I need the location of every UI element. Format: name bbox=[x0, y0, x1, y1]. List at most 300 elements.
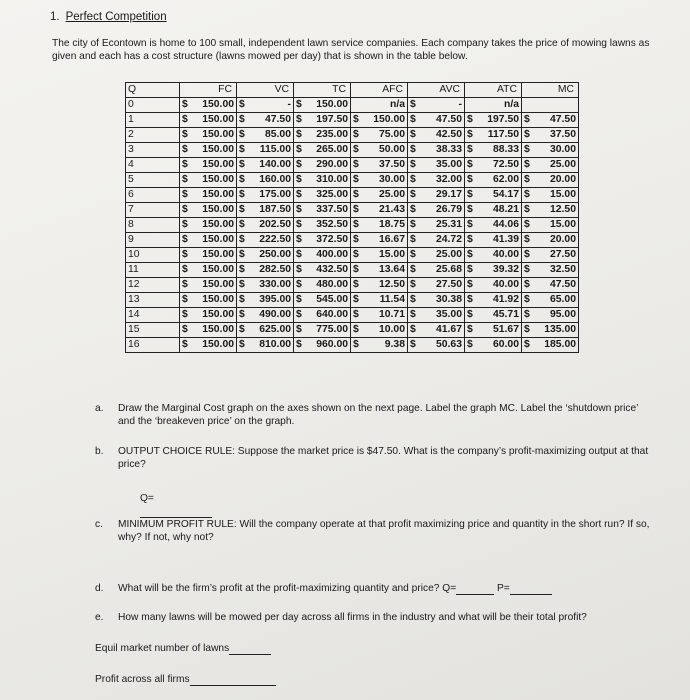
cell-mc bbox=[522, 293, 579, 308]
currency-sign: $ bbox=[410, 99, 416, 110]
currency-sign: $ bbox=[182, 234, 188, 245]
cell-q: 12 bbox=[126, 278, 180, 293]
currency-sign: $ bbox=[410, 264, 416, 275]
currency-sign: $ bbox=[410, 309, 416, 320]
cell-afc bbox=[351, 308, 408, 323]
cell-atc bbox=[465, 113, 522, 128]
question-b-q-label: Q= bbox=[140, 493, 154, 504]
currency-sign: $ bbox=[239, 249, 245, 260]
cell-value: 15.00 bbox=[549, 189, 576, 200]
cell-vc bbox=[237, 113, 294, 128]
cell-atc bbox=[465, 173, 522, 188]
cell-value: 282.50 bbox=[259, 264, 291, 275]
cell-value: 72.50 bbox=[492, 159, 519, 170]
currency-sign: $ bbox=[296, 174, 302, 185]
cell-q: 8 bbox=[126, 218, 180, 233]
currency-sign: $ bbox=[353, 114, 359, 125]
cell-fc bbox=[180, 98, 237, 113]
currency-sign: $ bbox=[467, 129, 473, 140]
column-header-avc: AVC bbox=[408, 83, 465, 98]
cell-value: 12.50 bbox=[549, 204, 576, 215]
question-d-p-label: P= bbox=[496, 583, 510, 594]
cell-vc bbox=[237, 338, 294, 353]
cell-q: 9 bbox=[126, 233, 180, 248]
cell-value: 27.50 bbox=[549, 249, 576, 260]
currency-sign: $ bbox=[410, 279, 416, 290]
currency-sign: $ bbox=[467, 309, 473, 320]
currency-sign: $ bbox=[353, 129, 359, 140]
question-d-q-label: Q= bbox=[442, 583, 457, 594]
cell-mc bbox=[522, 188, 579, 203]
cell-mc bbox=[522, 323, 579, 338]
cell-q: 2 bbox=[126, 128, 180, 143]
cell-q: 6 bbox=[126, 188, 180, 203]
cell-value: 150.00 bbox=[202, 144, 234, 155]
currency-sign: $ bbox=[524, 129, 530, 140]
cell-value: 372.50 bbox=[316, 234, 348, 245]
cell-afc bbox=[351, 203, 408, 218]
cell-afc bbox=[351, 218, 408, 233]
table-row bbox=[126, 233, 579, 248]
currency-sign: $ bbox=[467, 159, 473, 170]
cell-value: 185.00 bbox=[544, 339, 576, 350]
currency-sign: $ bbox=[182, 294, 188, 305]
currency-sign: $ bbox=[467, 234, 473, 245]
cell-avc bbox=[408, 308, 465, 323]
cell-avc bbox=[408, 323, 465, 338]
currency-sign: $ bbox=[296, 99, 302, 110]
cell-value: 45.71 bbox=[492, 309, 519, 320]
cell-value: 39.32 bbox=[492, 264, 519, 275]
cell-value: 47.50 bbox=[435, 114, 462, 125]
cell-value: 310.00 bbox=[316, 174, 348, 185]
cell-value: 85.00 bbox=[264, 129, 291, 140]
cell-tc bbox=[294, 173, 351, 188]
table-row bbox=[126, 263, 579, 278]
currency-sign: $ bbox=[467, 174, 473, 185]
currency-sign: $ bbox=[410, 114, 416, 125]
currency-sign: $ bbox=[239, 189, 245, 200]
currency-sign: $ bbox=[239, 144, 245, 155]
cell-value: 42.50 bbox=[435, 129, 462, 140]
cell-atc bbox=[465, 128, 522, 143]
cell-value: 41.67 bbox=[435, 324, 462, 335]
table-row bbox=[126, 248, 579, 263]
cell-tc bbox=[294, 128, 351, 143]
cell-value: 20.00 bbox=[549, 234, 576, 245]
cell-afc bbox=[351, 173, 408, 188]
cell-atc bbox=[465, 143, 522, 158]
question-d-label: d. bbox=[95, 583, 104, 594]
cell-q: 15 bbox=[126, 323, 180, 338]
cell-value: 150.00 bbox=[202, 114, 234, 125]
cell-value: 480.00 bbox=[316, 279, 348, 290]
cell-value: n/a bbox=[503, 99, 519, 110]
cell-value: 25.31 bbox=[435, 219, 462, 230]
cell-atc bbox=[465, 218, 522, 233]
cell-value: 150.00 bbox=[202, 279, 234, 290]
currency-sign: $ bbox=[467, 144, 473, 155]
currency-sign: $ bbox=[239, 174, 245, 185]
cell-tc bbox=[294, 113, 351, 128]
cell-atc bbox=[465, 233, 522, 248]
cell-tc bbox=[294, 263, 351, 278]
cell-value: 32.00 bbox=[435, 174, 462, 185]
table-row bbox=[126, 278, 579, 293]
cell-value: - bbox=[287, 99, 291, 110]
currency-sign: $ bbox=[410, 339, 416, 350]
cell-mc bbox=[522, 203, 579, 218]
cell-value: 60.00 bbox=[492, 339, 519, 350]
cell-vc bbox=[237, 173, 294, 188]
cell-vc bbox=[237, 293, 294, 308]
cell-value: 150.00 bbox=[202, 219, 234, 230]
cell-mc bbox=[522, 233, 579, 248]
cell-value: 32.50 bbox=[549, 264, 576, 275]
currency-sign: $ bbox=[353, 234, 359, 245]
currency-sign: $ bbox=[524, 189, 530, 200]
cell-value: 150.00 bbox=[202, 159, 234, 170]
cell-avc bbox=[408, 278, 465, 293]
currency-sign: $ bbox=[296, 294, 302, 305]
currency-sign: $ bbox=[467, 114, 473, 125]
currency-sign: $ bbox=[524, 174, 530, 185]
cell-value: 24.72 bbox=[435, 234, 462, 245]
cell-value: 12.50 bbox=[378, 279, 405, 290]
cell-value: 38.33 bbox=[435, 144, 462, 155]
cell-value: 25.00 bbox=[378, 189, 405, 200]
cell-fc bbox=[180, 278, 237, 293]
cell-value: 150.00 bbox=[373, 114, 405, 125]
currency-sign: $ bbox=[524, 294, 530, 305]
question-e-label: e. bbox=[95, 612, 104, 623]
table-row bbox=[126, 203, 579, 218]
currency-sign: $ bbox=[239, 99, 245, 110]
cell-vc bbox=[237, 143, 294, 158]
currency-sign: $ bbox=[353, 174, 359, 185]
currency-sign: $ bbox=[524, 249, 530, 260]
table-row bbox=[126, 113, 579, 128]
cell-value: 325.00 bbox=[316, 189, 348, 200]
table-row bbox=[126, 158, 579, 173]
cell-value: 265.00 bbox=[316, 144, 348, 155]
equil-market-lawns-blank[interactable] bbox=[229, 654, 271, 655]
cell-avc bbox=[408, 113, 465, 128]
equil-market-lawns bbox=[95, 642, 271, 655]
currency-sign: $ bbox=[467, 204, 473, 215]
cell-mc bbox=[522, 98, 579, 113]
cell-vc bbox=[237, 203, 294, 218]
cell-value: 135.00 bbox=[544, 324, 576, 335]
currency-sign: $ bbox=[239, 114, 245, 125]
cell-mc bbox=[522, 158, 579, 173]
currency-sign: $ bbox=[182, 339, 188, 350]
cell-fc bbox=[180, 248, 237, 263]
cell-value: 150.00 bbox=[202, 129, 234, 140]
cell-atc bbox=[465, 203, 522, 218]
cell-tc bbox=[294, 143, 351, 158]
cell-value: 810.00 bbox=[259, 339, 291, 350]
cell-value: 432.50 bbox=[316, 264, 348, 275]
cell-value: 30.38 bbox=[435, 294, 462, 305]
table-row bbox=[126, 173, 579, 188]
cell-value: 15.00 bbox=[378, 249, 405, 260]
cell-afc bbox=[351, 113, 408, 128]
cell-atc bbox=[465, 323, 522, 338]
currency-sign: $ bbox=[182, 324, 188, 335]
cell-value: 44.06 bbox=[492, 219, 519, 230]
cell-value: 50.00 bbox=[378, 144, 405, 155]
cell-avc bbox=[408, 263, 465, 278]
cell-value: 197.50 bbox=[316, 114, 348, 125]
cell-value: 15.00 bbox=[549, 219, 576, 230]
cell-value: 10.00 bbox=[378, 324, 405, 335]
cell-atc bbox=[465, 263, 522, 278]
cell-afc bbox=[351, 263, 408, 278]
cell-afc bbox=[351, 248, 408, 263]
cell-tc bbox=[294, 203, 351, 218]
currency-sign: $ bbox=[182, 249, 188, 260]
currency-sign: $ bbox=[410, 204, 416, 215]
cell-vc bbox=[237, 98, 294, 113]
table-row bbox=[126, 188, 579, 203]
currency-sign: $ bbox=[182, 189, 188, 200]
cell-tc bbox=[294, 188, 351, 203]
currency-sign: $ bbox=[524, 159, 530, 170]
currency-sign: $ bbox=[182, 144, 188, 155]
cell-vc bbox=[237, 278, 294, 293]
currency-sign: $ bbox=[182, 204, 188, 215]
currency-sign: $ bbox=[353, 264, 359, 275]
currency-sign: $ bbox=[182, 174, 188, 185]
cell-tc bbox=[294, 323, 351, 338]
cell-value: 235.00 bbox=[316, 129, 348, 140]
cell-mc bbox=[522, 263, 579, 278]
cell-value: 115.00 bbox=[259, 144, 291, 155]
cell-q: 11 bbox=[126, 263, 180, 278]
cell-value: - bbox=[458, 99, 462, 110]
cell-tc bbox=[294, 278, 351, 293]
cell-value: 150.00 bbox=[202, 189, 234, 200]
cell-tc bbox=[294, 308, 351, 323]
column-header-vc: VC bbox=[237, 83, 294, 98]
profit-across-firms-blank[interactable] bbox=[190, 685, 276, 686]
currency-sign: $ bbox=[524, 234, 530, 245]
currency-sign: $ bbox=[296, 144, 302, 155]
currency-sign: $ bbox=[296, 249, 302, 260]
cell-fc bbox=[180, 173, 237, 188]
cell-vc bbox=[237, 323, 294, 338]
cell-value: 35.00 bbox=[435, 159, 462, 170]
cell-avc bbox=[408, 248, 465, 263]
cell-value: 27.50 bbox=[435, 279, 462, 290]
currency-sign: $ bbox=[467, 279, 473, 290]
cell-value: 25.00 bbox=[549, 159, 576, 170]
currency-sign: $ bbox=[353, 204, 359, 215]
cell-fc bbox=[180, 338, 237, 353]
cell-fc bbox=[180, 128, 237, 143]
currency-sign: $ bbox=[353, 294, 359, 305]
question-b-text: OUTPUT CHOICE RULE: Suppose the market price is $47.50. What is the company’s profit-maximizing output at that price? bbox=[118, 446, 649, 470]
cell-afc bbox=[351, 158, 408, 173]
cell-value: 150.00 bbox=[202, 204, 234, 215]
currency-sign: $ bbox=[239, 264, 245, 275]
cell-value: 21.43 bbox=[378, 204, 405, 215]
currency-sign: $ bbox=[239, 339, 245, 350]
currency-sign: $ bbox=[296, 309, 302, 320]
currency-sign: $ bbox=[353, 144, 359, 155]
table-row bbox=[126, 218, 579, 233]
cell-vc bbox=[237, 308, 294, 323]
currency-sign: $ bbox=[239, 279, 245, 290]
currency-sign: $ bbox=[524, 219, 530, 230]
cell-value: 490.00 bbox=[259, 309, 291, 320]
cell-value: 18.75 bbox=[378, 219, 405, 230]
currency-sign: $ bbox=[239, 309, 245, 320]
currency-sign: $ bbox=[467, 264, 473, 275]
section-heading bbox=[50, 11, 167, 23]
section-number: 1. bbox=[50, 11, 60, 23]
currency-sign: $ bbox=[410, 219, 416, 230]
cell-afc bbox=[351, 323, 408, 338]
equil-market-lawns-label: Equil market number of lawns bbox=[95, 643, 230, 654]
currency-sign: $ bbox=[182, 309, 188, 320]
cell-afc bbox=[351, 278, 408, 293]
cell-value: 30.00 bbox=[549, 144, 576, 155]
cell-avc bbox=[408, 143, 465, 158]
cell-vc bbox=[237, 188, 294, 203]
cell-fc bbox=[180, 233, 237, 248]
question-c-text: MINIMUM PROFIT RULE: Will the company operate at that profit maximizing price and quantity in the short run? If so, why? If not, why not? bbox=[118, 519, 650, 543]
cell-value: 625.00 bbox=[259, 324, 291, 335]
cell-value: 395.00 bbox=[259, 294, 291, 305]
cell-tc bbox=[294, 338, 351, 353]
currency-sign: $ bbox=[467, 324, 473, 335]
cell-value: 150.00 bbox=[202, 264, 234, 275]
cell-atc bbox=[465, 278, 522, 293]
cell-tc bbox=[294, 98, 351, 113]
cell-value: 197.50 bbox=[487, 114, 519, 125]
cell-value: 40.00 bbox=[492, 249, 519, 260]
cell-value: 20.00 bbox=[549, 174, 576, 185]
currency-sign: $ bbox=[353, 324, 359, 335]
cell-value: 150.00 bbox=[202, 234, 234, 245]
question-a-text: Draw the Marginal Cost graph on the axes shown on the next page. Label the graph MC. Label the ‘shutdown price’ and the ‘breakeven price’ on the graph. bbox=[118, 403, 639, 427]
cell-value: 250.00 bbox=[259, 249, 291, 260]
currency-sign: $ bbox=[524, 264, 530, 275]
currency-sign: $ bbox=[410, 159, 416, 170]
cell-value: 50.63 bbox=[435, 339, 462, 350]
cell-fc bbox=[180, 218, 237, 233]
section-title: Perfect Competition bbox=[65, 11, 167, 23]
cost-table-body bbox=[126, 98, 579, 353]
cell-value: 187.50 bbox=[259, 204, 291, 215]
cell-afc bbox=[351, 338, 408, 353]
cell-value: 117.50 bbox=[487, 129, 519, 140]
cell-vc bbox=[237, 158, 294, 173]
cell-value: 775.00 bbox=[316, 324, 348, 335]
currency-sign: $ bbox=[296, 114, 302, 125]
table-row bbox=[126, 338, 579, 353]
currency-sign: $ bbox=[353, 189, 359, 200]
currency-sign: $ bbox=[524, 114, 530, 125]
cell-vc bbox=[237, 263, 294, 278]
cell-value: 54.17 bbox=[492, 189, 519, 200]
cell-atc bbox=[465, 293, 522, 308]
cell-value: 202.50 bbox=[259, 219, 291, 230]
column-header-q: Q bbox=[126, 83, 180, 98]
cell-afc bbox=[351, 233, 408, 248]
cell-fc bbox=[180, 113, 237, 128]
currency-sign: $ bbox=[467, 249, 473, 260]
cell-q: 5 bbox=[126, 173, 180, 188]
cell-vc bbox=[237, 218, 294, 233]
currency-sign: $ bbox=[182, 279, 188, 290]
cell-value: 140.00 bbox=[259, 159, 291, 170]
table-row bbox=[126, 293, 579, 308]
cell-value: 47.50 bbox=[549, 279, 576, 290]
cell-value: 95.00 bbox=[549, 309, 576, 320]
currency-sign: $ bbox=[353, 339, 359, 350]
cell-q: 10 bbox=[126, 248, 180, 263]
cell-avc bbox=[408, 218, 465, 233]
question-e-text: How many lawns will be mowed per day across all firms in the industry and what will be their total profit? bbox=[118, 612, 587, 623]
currency-sign: $ bbox=[467, 219, 473, 230]
question-d-p-blank[interactable] bbox=[510, 594, 552, 595]
cell-value: 545.00 bbox=[316, 294, 348, 305]
cell-value: 160.00 bbox=[259, 174, 291, 185]
currency-sign: $ bbox=[296, 189, 302, 200]
cell-avc bbox=[408, 188, 465, 203]
question-b-label: b. bbox=[95, 446, 104, 457]
cell-value: 35.00 bbox=[435, 309, 462, 320]
table-row bbox=[126, 128, 579, 143]
question-b-answer bbox=[140, 492, 212, 518]
cell-vc bbox=[237, 128, 294, 143]
cell-atc bbox=[465, 188, 522, 203]
currency-sign: $ bbox=[239, 234, 245, 245]
cell-value: 30.00 bbox=[378, 174, 405, 185]
cell-fc bbox=[180, 143, 237, 158]
cell-afc bbox=[351, 128, 408, 143]
currency-sign: $ bbox=[296, 324, 302, 335]
cell-atc bbox=[465, 158, 522, 173]
currency-sign: $ bbox=[353, 159, 359, 170]
cell-vc bbox=[237, 248, 294, 263]
question-a-label: a. bbox=[95, 403, 104, 414]
question-d-q-blank[interactable] bbox=[456, 594, 494, 595]
cell-value: 150.00 bbox=[202, 174, 234, 185]
cell-value: 175.00 bbox=[259, 189, 291, 200]
currency-sign: $ bbox=[296, 264, 302, 275]
currency-sign: $ bbox=[524, 324, 530, 335]
currency-sign: $ bbox=[296, 234, 302, 245]
cell-value: 48.21 bbox=[492, 204, 519, 215]
cell-fc bbox=[180, 188, 237, 203]
cell-q: 13 bbox=[126, 293, 180, 308]
cell-tc bbox=[294, 158, 351, 173]
cell-mc bbox=[522, 338, 579, 353]
cell-value: 352.50 bbox=[316, 219, 348, 230]
cell-value: 150.00 bbox=[202, 309, 234, 320]
currency-sign: $ bbox=[182, 114, 188, 125]
currency-sign: $ bbox=[410, 234, 416, 245]
currency-sign: $ bbox=[467, 189, 473, 200]
table-row bbox=[126, 323, 579, 338]
table-row bbox=[126, 143, 579, 158]
cell-value: 150.00 bbox=[202, 294, 234, 305]
currency-sign: $ bbox=[182, 99, 188, 110]
